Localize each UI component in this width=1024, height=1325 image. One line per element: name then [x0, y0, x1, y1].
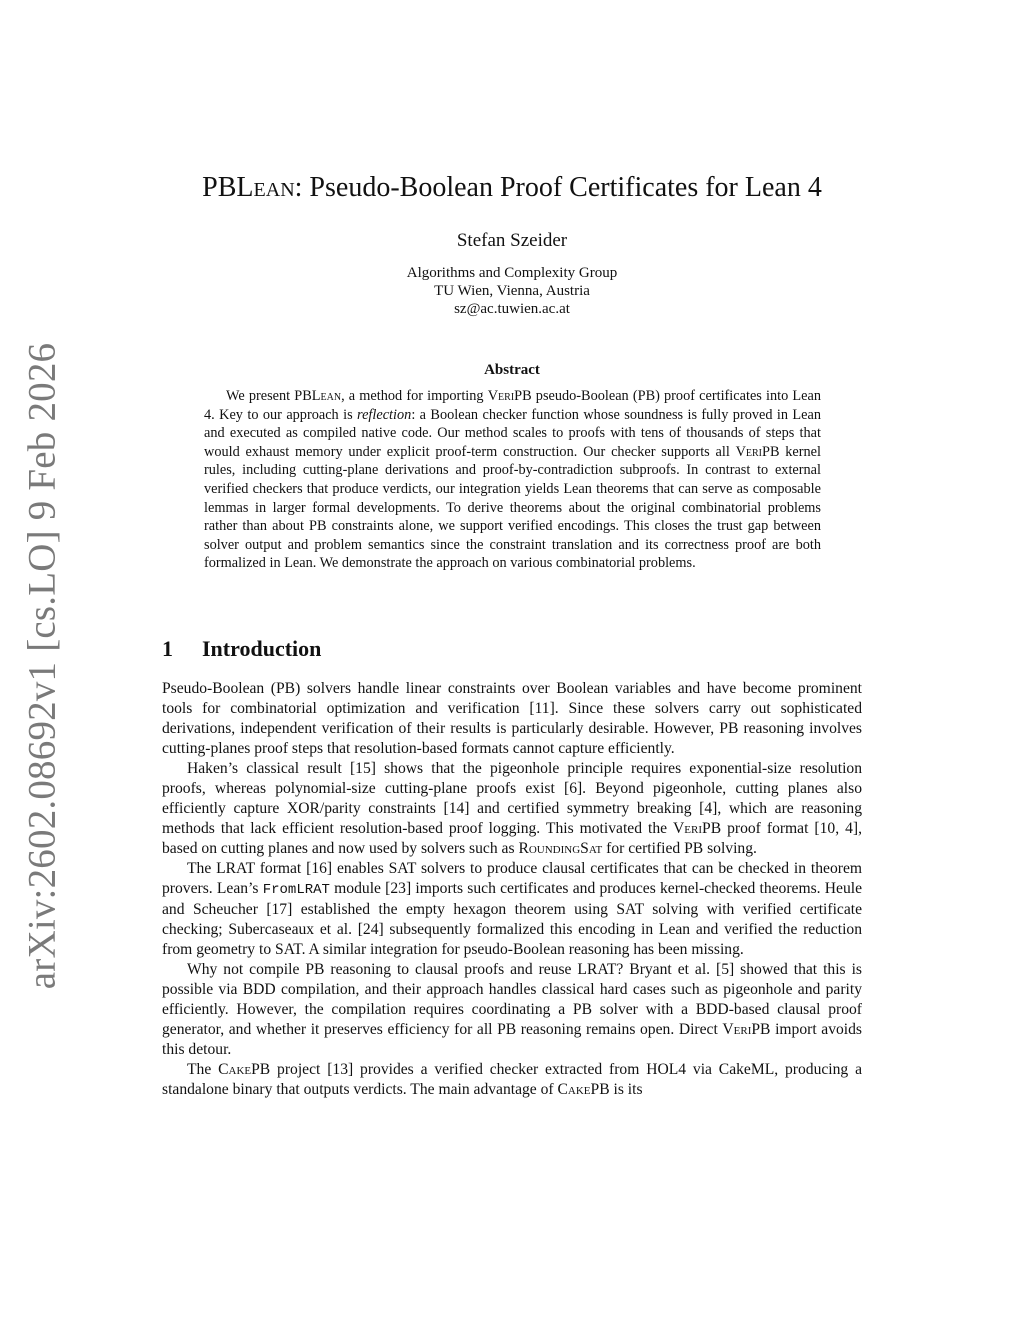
intro-text: proof format [10, 4], based on cutting planes and now used by solvers such as — [162, 820, 862, 857]
abstract-veripb: VeriPB — [735, 443, 780, 460]
intro-text: for certified PB solving. — [602, 840, 757, 857]
intro-cakepb: CakePB — [557, 1081, 610, 1098]
section-heading — [162, 636, 321, 662]
intro-text: module [23] imports such certificates and produces kernel-checked theorems. Heule and Scheucher [17] established the empty hexagon theorem using SAT solving with verified certificate checking; Subercaseaux et al. [24] subsequently formalized this encoding in Lean and verified the reduction from geometry to SAT. A similar integration for pseudo-Boolean reasoning has been missing. — [162, 880, 863, 958]
intro-text: The — [187, 1061, 219, 1078]
intro-paragraph: Pseudo-Boolean (PB) solvers handle linear constraints over Boolean variables and have become prominent tools for combinatorial optimization and verification [11]. Since these solvers carry out sophisticated derivations, independent verification of their results is particularly desirable. However, PB reasoning involves cutting-planes proof steps that resolution-based formats cannot capture efficiently. — [162, 680, 862, 757]
abstract-body — [204, 387, 821, 573]
intro-text: The LRAT format [16] enables SAT solvers to produce clausal certificates that can be checked in theorem provers. Lean’s — [162, 860, 862, 897]
intro-cakepb: CakePB — [218, 1061, 271, 1078]
abstract-heading: Abstract — [484, 362, 540, 378]
arxiv-stamp: arXiv:2602.08692v1 [cs.LO] 9 Feb 2026 — [20, 342, 64, 990]
title-rest: : Pseudo-Boolean Proof Certificates for Lean 4 — [294, 172, 822, 203]
intro-text: is its — [609, 1081, 643, 1098]
affiliation-group: Algorithms and Complexity Group — [406, 265, 618, 281]
author-email: sz@ac.tuwien.ac.at — [454, 301, 570, 317]
affiliation-block — [0, 264, 1024, 318]
abstract-text: : a Boolean checker function whose soundness is fully proved in Lean and executed as compiled native code. Our method scales to proofs with tens of thousands of steps that would exhaust memory under explicit proof-term construction. Our checker supports all — [204, 406, 821, 460]
title-pblean-ean: ean — [253, 172, 295, 203]
intro-text: import avoids this detour. — [162, 1021, 862, 1058]
intro-text: Haken’s classical result [15] shows that the pigeonhole principle requires exponential-size resolution proofs, whereas polynomial-size cutting-plane proofs exist [6]. Beyond pigeonhole, cutting planes also efficiently capture XOR/parity constraints [14] and certified symmetry breaking [4], which are reasoning methods that lack efficient resolution-based proof logging. This motivated the — [162, 760, 862, 837]
intro-text: Why not compile PB reasoning to clausal proofs and reuse LRAT? Bryant et al. [5] showed that this is possible via BDD compilation, and their approach handles classical hard cases such as pigeonhole and parity efficiently. However, the compilation requires coordinating a PB solver with a BDD-based clausal proof generator, and whether it preserves efficiency for all PB reasoning remains open. Direct — [162, 961, 862, 1038]
abstract-reflection: reflection — [357, 406, 412, 423]
intro-paragraph — [162, 859, 862, 960]
abstract-text: , a method for importing — [341, 388, 488, 404]
intro-paragraph — [162, 1060, 862, 1100]
paper-title — [0, 172, 1024, 204]
intro-paragraph — [162, 960, 862, 1060]
intro-veripb: VeriPB — [673, 820, 722, 837]
abstract-pblean: PBLean — [294, 388, 342, 404]
section-number: 1 — [162, 636, 173, 661]
introduction-body — [162, 679, 862, 1100]
intro-text: project [13] provides a verified checker extracted from HOL4 via CakeML, producing a standalone binary that outputs verdicts. The main advantage of — [162, 1061, 862, 1098]
title-pblean-p: PBL — [202, 172, 254, 203]
affiliation-location: TU Wien, Vienna, Austria — [434, 283, 590, 299]
abstract-veripb: VeriPB — [487, 388, 532, 404]
author-name: Stefan Szeider — [456, 230, 568, 251]
intro-fromlrat-code: FromLRAT — [262, 882, 330, 898]
abstract-text: kernel rules, including cutting-plane derivations and proof-by-contradiction subproofs. In contrast to external verified checkers that produce verdicts, our integration yields Lean theorems that can serve as composable lemmas in larger formal developments. To derive theorems about the original combinatorial problems rather than about PB constraints alone, we support verified encodings. This closes the trust gap between solver output and problem semantics since the constraint translation and its correctness proof are both formalized in Lean. We demonstrate the approach on various combinatorial problems. — [204, 443, 821, 572]
abstract-text: pseudo-Boolean (PB) proof certificates into Lean 4. Key to our approach is — [204, 388, 821, 423]
intro-roundingsat: RoundingSat — [518, 840, 603, 857]
abstract-text: We present — [226, 388, 295, 404]
intro-paragraph — [162, 759, 862, 859]
section-title: Introduction — [202, 636, 322, 661]
intro-veripb: VeriPB — [722, 1021, 771, 1038]
